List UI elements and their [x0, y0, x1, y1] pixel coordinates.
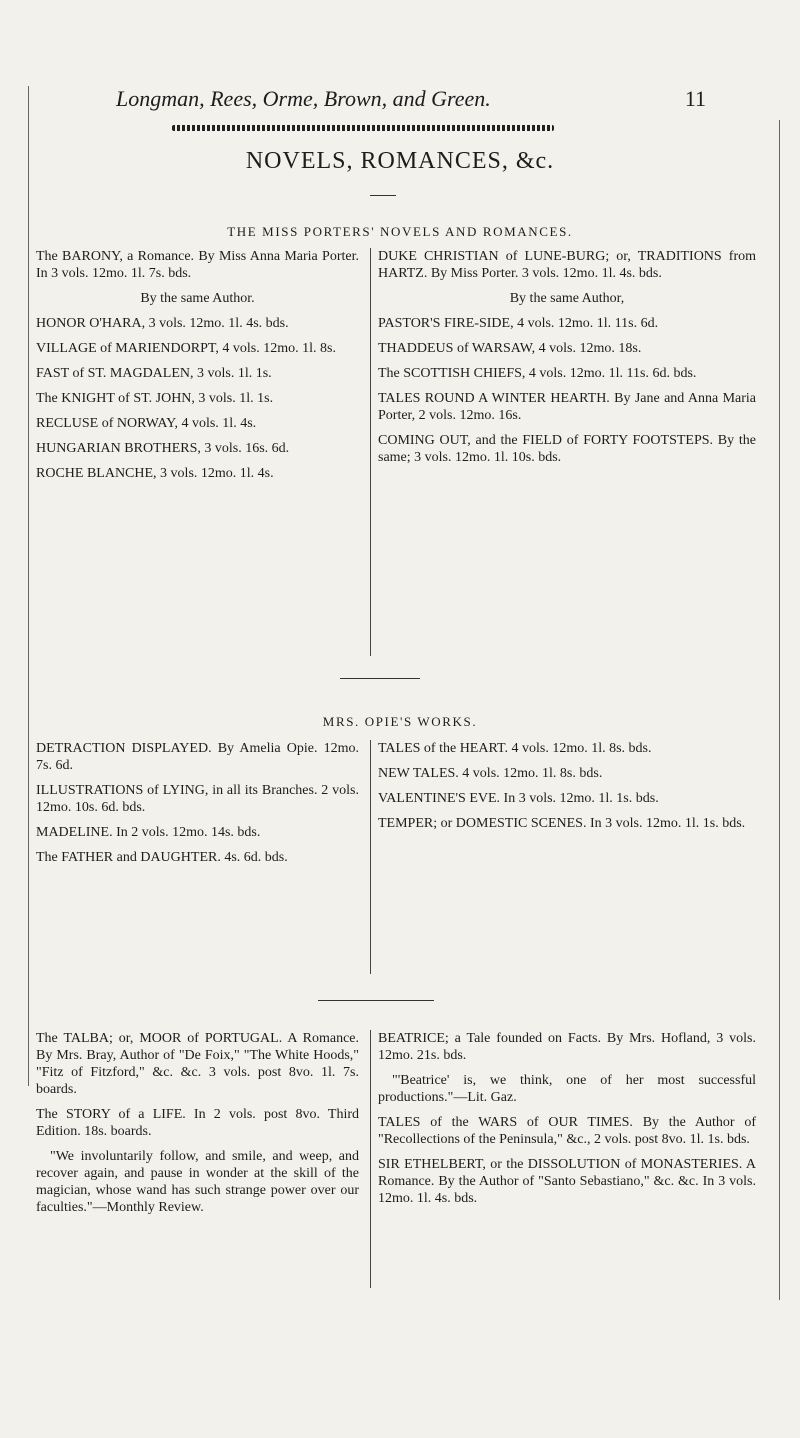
- list-item: HONOR O'HARA, 3 vols. 12mo. 1l. 4s. bds.: [36, 316, 289, 331]
- opie-left-column: [36, 740, 359, 874]
- list-item: RECLUSE of NORWAY, 4 vols. 1l. 4s.: [36, 416, 257, 431]
- porters-left-column: [36, 248, 359, 490]
- list-item: THADDEUS of WARSAW, 4 vols. 12mo. 18s.: [378, 341, 642, 356]
- porters-right-column: [378, 248, 756, 474]
- list-item: The KNIGHT of ST. JOHN, 3 vols. 1l. 1s.: [36, 391, 274, 406]
- list-item: ROCHE BLANCHE, 3 vols. 12mo. 1l. 4s.: [36, 466, 274, 481]
- section-title: NOVELS, ROMANCES, &c.: [245, 148, 555, 174]
- list-item: FAST of ST. MAGDALEN, 3 vols. 1l. 1s.: [36, 366, 272, 381]
- misc-left-column: [36, 1030, 359, 1224]
- list-item: VALENTINE'S EVE. In 3 vols. 12mo. 1l. 1s. bds.: [378, 791, 659, 806]
- running-head: [116, 86, 706, 116]
- list-item: COMING OUT, and the FIELD of FORTY FOOTSTEPS. By the same; 3 vols. 12mo. 1l. 10s. bds.: [378, 433, 756, 465]
- list-item: DUKE CHRISTIAN of LUNE-BURG; or, TRADITIONS from HARTZ. By Miss Porter. 3 vols. 12mo. 1l. 4s. bds.: [378, 249, 756, 281]
- list-item: SIR ETHELBERT, or the DISSOLUTION of MONASTERIES. A Romance. By the Author of "Santo Sebastiano," &c. &c. In 3 vols. 12mo. 1l. 4s. bds.: [378, 1157, 756, 1206]
- opie-heading: MRS. OPIE'S WORKS.: [322, 714, 478, 729]
- section-divider: [340, 678, 420, 679]
- publisher-title: Longman, Rees, Orme, Brown, and Green.: [116, 86, 491, 111]
- misc-right-column: [378, 1030, 756, 1215]
- column-rule: [370, 740, 371, 974]
- list-item: PASTOR'S FIRE-SIDE, 4 vols. 12mo. 1l. 11s. 6d.: [378, 316, 659, 331]
- list-item: The BARONY, a Romance. By Miss Anna Maria Porter. In 3 vols. 12mo. 1l. 7s. bds.: [36, 249, 359, 281]
- list-item: HUNGARIAN BROTHERS, 3 vols. 16s. 6d.: [36, 441, 290, 456]
- list-item: TEMPER; or DOMESTIC SCENES. In 3 vols. 12mo. 1l. 1s. bds.: [378, 816, 746, 831]
- list-item: TALES of the WARS of OUR TIMES. By the Author of "Recollections of the Peninsula," &c., 2 vols. post 8vo. 1l. 1s. bds.: [378, 1115, 756, 1147]
- column-rule: [370, 248, 371, 656]
- list-item: MADELINE. In 2 vols. 12mo. 14s. bds.: [36, 825, 261, 840]
- review-quote: "We involuntarily follow, and smile, and weep, and recover again, and pause in wonder at the skill of the magician, whose wand has such strange power over our faculties."—Monthly Review.: [36, 1149, 359, 1215]
- porters-heading: THE MISS PORTERS' NOVELS AND ROMANCES.: [227, 224, 573, 239]
- list-item: The STORY of a LIFE. In 2 vols. post 8vo. Third Edition. 18s. boards.: [36, 1107, 359, 1139]
- column-rule: [370, 1030, 371, 1288]
- page-number: 11: [684, 86, 706, 111]
- list-item: TALES of the HEART. 4 vols. 12mo. 1l. 8s. bds.: [378, 741, 652, 756]
- title-divider: [370, 195, 396, 196]
- ornamental-rule: [172, 125, 554, 131]
- opie-right-column: [378, 740, 756, 840]
- list-item: The TALBA; or, MOOR of PORTUGAL. A Romance. By Mrs. Bray, Author of "De Foix," "The White Hoods," "Fitz of Fitzford," &c. &c. 3 vols. post 8vo. 1l. 7s. boards.: [36, 1031, 359, 1097]
- list-item: The FATHER and DAUGHTER. 4s. 6d. bds.: [36, 850, 288, 865]
- list-item: ILLUSTRATIONS of LYING, in all its Branches. 2 vols. 12mo. 10s. 6d. bds.: [36, 783, 359, 815]
- list-item: By the same Author,: [509, 291, 625, 306]
- list-item: NEW TALES. 4 vols. 12mo. 1l. 8s. bds.: [378, 766, 603, 781]
- list-item: TALES ROUND A WINTER HEARTH. By Jane and Anna Maria Porter, 2 vols. 12mo. 16s.: [378, 391, 756, 423]
- list-item: DETRACTION DISPLAYED. By Amelia Opie. 12mo. 7s. 6d.: [36, 741, 359, 773]
- review-quote: "'Beatrice' is, we think, one of her most successful productions."—Lit. Gaz.: [378, 1073, 756, 1105]
- list-item: The SCOTTISH CHIEFS, 4 vols. 12mo. 1l. 11s. 6d. bds.: [378, 366, 697, 381]
- list-item: BEATRICE; a Tale founded on Facts. By Mrs. Hofland, 3 vols. 12mo. 21s. bds.: [378, 1031, 756, 1063]
- right-page-edge: [779, 120, 780, 1300]
- section-divider: [318, 1000, 434, 1001]
- list-item: By the same Author.: [140, 291, 255, 306]
- list-item: VILLAGE of MARIENDORPT, 4 vols. 12mo. 1l. 8s.: [36, 341, 336, 356]
